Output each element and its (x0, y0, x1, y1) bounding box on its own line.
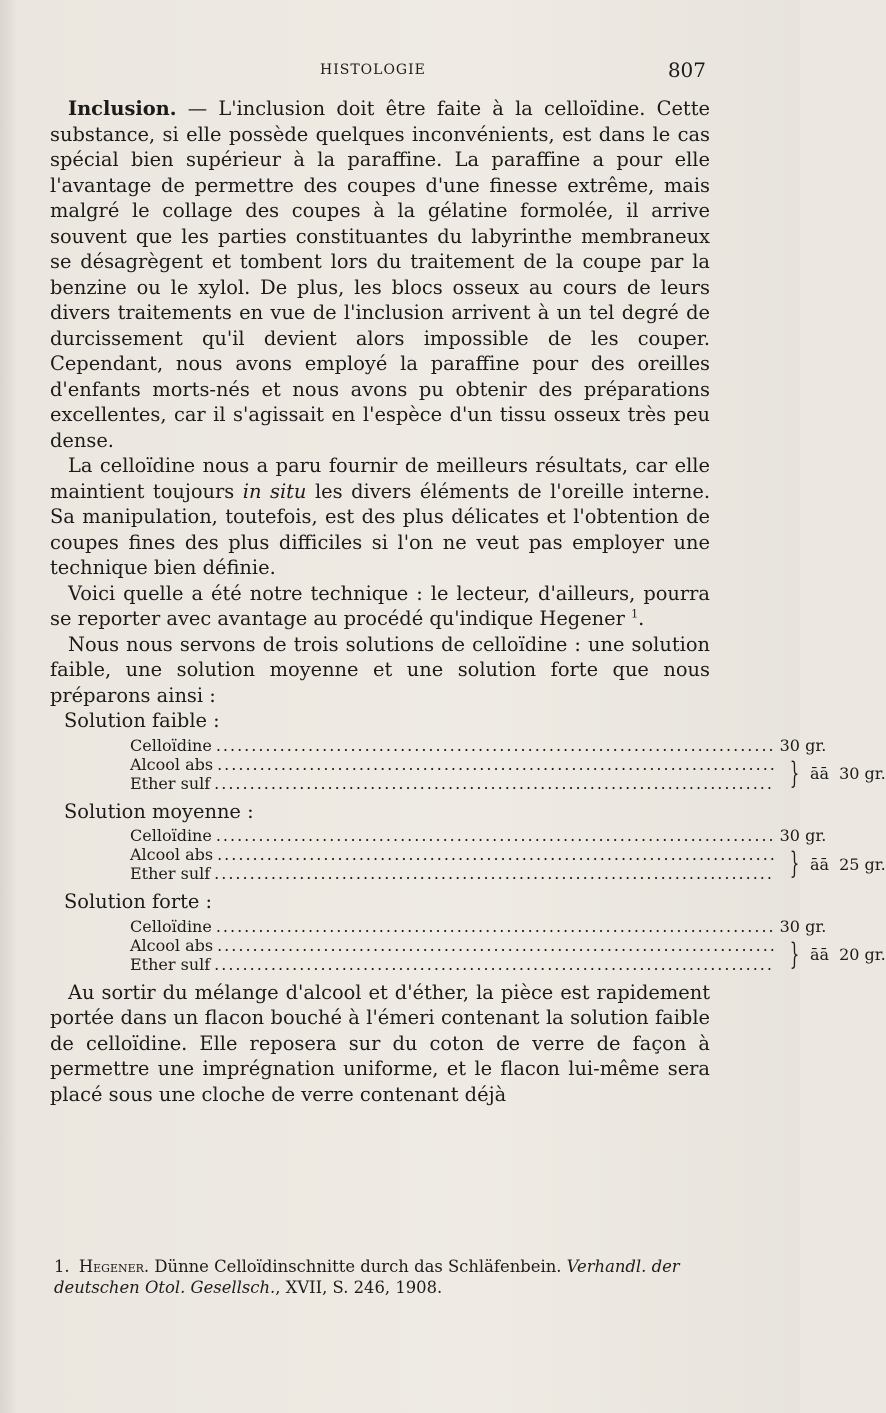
solution-title-forte: Solution forte : (64, 890, 213, 913)
leader-dots (216, 917, 776, 936)
ingredient-name: Celloïdine (130, 916, 212, 936)
recipe-row (130, 845, 781, 864)
paragraph-celloidine (50, 453, 710, 581)
paragraph-text: les divers éléments de l'oreille interne. Sa manipulation, toutefois, est des plus délicates et l'obtention de coupes fines des plus difficiles si l'on ne veut pas employer une technique bien définie. (50, 479, 710, 579)
recipe-row (130, 774, 781, 793)
footnote-author: Hegener. (78, 1257, 150, 1276)
footnote-reference-detail: , XVII, S. 246, 1908. (275, 1278, 443, 1297)
recipe-row (130, 864, 781, 883)
ingredient-quantity: 30 gr. (839, 764, 886, 783)
paragraph-text: . (638, 607, 645, 630)
italic-term: in situ (242, 479, 307, 503)
running-head: HISTOLOGIE (320, 62, 426, 78)
leader-dots (214, 774, 777, 793)
ingredient-quantity: 30 gr. (779, 916, 827, 936)
paragraph-procedure (50, 980, 710, 1108)
pair-names (130, 845, 781, 883)
page-header (52, 60, 712, 88)
paragraph-inclusion (50, 96, 710, 453)
pair-names (130, 755, 781, 793)
ingredient-name: Ether sulf (130, 954, 211, 974)
run-in-heading: Inclusion. (68, 97, 177, 120)
ana-symbol: āā (809, 854, 830, 874)
recipe-pair (50, 935, 886, 974)
ingredient-name: Ether sulf (130, 773, 211, 793)
ingredient-quantity: 30 gr. (779, 735, 827, 755)
ingredient-name: Celloïdine (130, 826, 212, 845)
ingredient-name: Celloïdine (130, 735, 212, 755)
ana-symbol: āā (809, 945, 830, 964)
ingredient-name: Alcool abs (130, 845, 214, 864)
ingredient-name: Alcool abs (130, 935, 214, 955)
recipe-forte (50, 916, 886, 974)
paragraph-text: Au sortir du mélange d'alcool et d'éther, la pièce est rapidement portée dans un flacon bouché à l'émeri contenant la solution faible de celloïdine. Elle reposera sur du coton de verre de façon à permettre une imprégnation uniforme, et le flacon lui-même sera placé sous une cloche de verre contenant déjà (50, 980, 710, 1106)
paragraph-solutions-intro (50, 632, 710, 709)
brace-symbol: } (789, 755, 800, 791)
recipe-row (130, 936, 781, 955)
brace-symbol: } (789, 846, 800, 881)
paragraph-text: La celloïdine nous a paru fournir de meilleurs résultats, car elle maintient toujours (50, 454, 710, 503)
leader-dots (214, 955, 777, 974)
recipe-faible (50, 735, 886, 793)
recipe-row (50, 735, 827, 755)
recipe-pair (50, 754, 886, 793)
paragraph-technique (50, 581, 710, 632)
ingredient-quantity: 30 gr. (779, 826, 827, 845)
leader-dots (217, 755, 777, 774)
leader-dots (216, 826, 776, 845)
leader-dots (214, 864, 777, 883)
pair-quantity (810, 764, 886, 783)
recipe-row (50, 916, 827, 936)
recipe-row (130, 955, 781, 974)
leader-dots (217, 936, 777, 955)
ingredient-quantity: 25 gr. (839, 854, 886, 874)
pair-quantity (810, 855, 886, 874)
solution-title-faible: Solution faible : (64, 709, 220, 732)
leader-dots (217, 845, 777, 864)
brace-symbol: } (789, 936, 800, 972)
footnote-journal: Verhandl. der deutschen Otol. Gesellsch. (54, 1257, 680, 1297)
paragraph-text: Nous nous servons de trois solutions de celloïdine : une solution faible, une solution moyenne et une solution forte que nous préparons ainsi : (50, 632, 710, 707)
paragraph-text: Voici quelle a été notre technique : le lecteur, d'ailleurs, pourra se reporter avec avantage au procédé qu'indique Hegener (50, 581, 710, 630)
ingredient-name: Ether sulf (130, 864, 211, 883)
solution-title-moyenne: Solution moyenne : (64, 799, 254, 823)
footnote-number: 1. (54, 1257, 70, 1276)
pair-names (130, 936, 781, 974)
ana-symbol: āā (809, 764, 830, 783)
paragraph-text: — L'inclusion doit être faite à la celloïdine. Cette substance, si elle possède quelques inconvénients, est dans le cas spécial bien supérieur à la paraffine. La paraffine a pour elle l'avantage de permettre des coupes d'une finesse extrême, mais malgré le collage des coupes à la gélatine formolée, il arrive souvent que les parties constituantes du labyrinthe membraneux se désagrègent et tombent lors du traitement de la coupe par la benzine ou le xylol. De plus, les blocs osseux au cours de leurs divers traitements en vue de l'inclusion arrivent à un tel degré de durcissement qu'il devient alors impossible de les couper. Cependant, nous avons employé la paraffine pour des oreilles d'enfants morts-nés et nous avons pu obtenir des préparations excellentes, car il s'agissait en l'espèce d'un tissu osseux très peu dense. (50, 97, 710, 452)
footnote-reference: 1 (631, 607, 639, 621)
recipe-row (50, 826, 827, 845)
page-number: 807 (667, 58, 706, 82)
page-body (50, 96, 886, 1107)
ingredient-quantity: 20 gr. (839, 945, 886, 964)
recipe-pair (50, 845, 886, 883)
ingredient-name: Alcool abs (130, 754, 214, 774)
recipe-row (130, 755, 781, 774)
recipe-moyenne (50, 826, 886, 883)
leader-dots (216, 736, 776, 755)
pair-quantity (810, 945, 886, 964)
footnote (54, 1256, 714, 1298)
footnote-title: Dünne Celloïdinschnitte durch das Schläfenbein. (149, 1257, 567, 1276)
